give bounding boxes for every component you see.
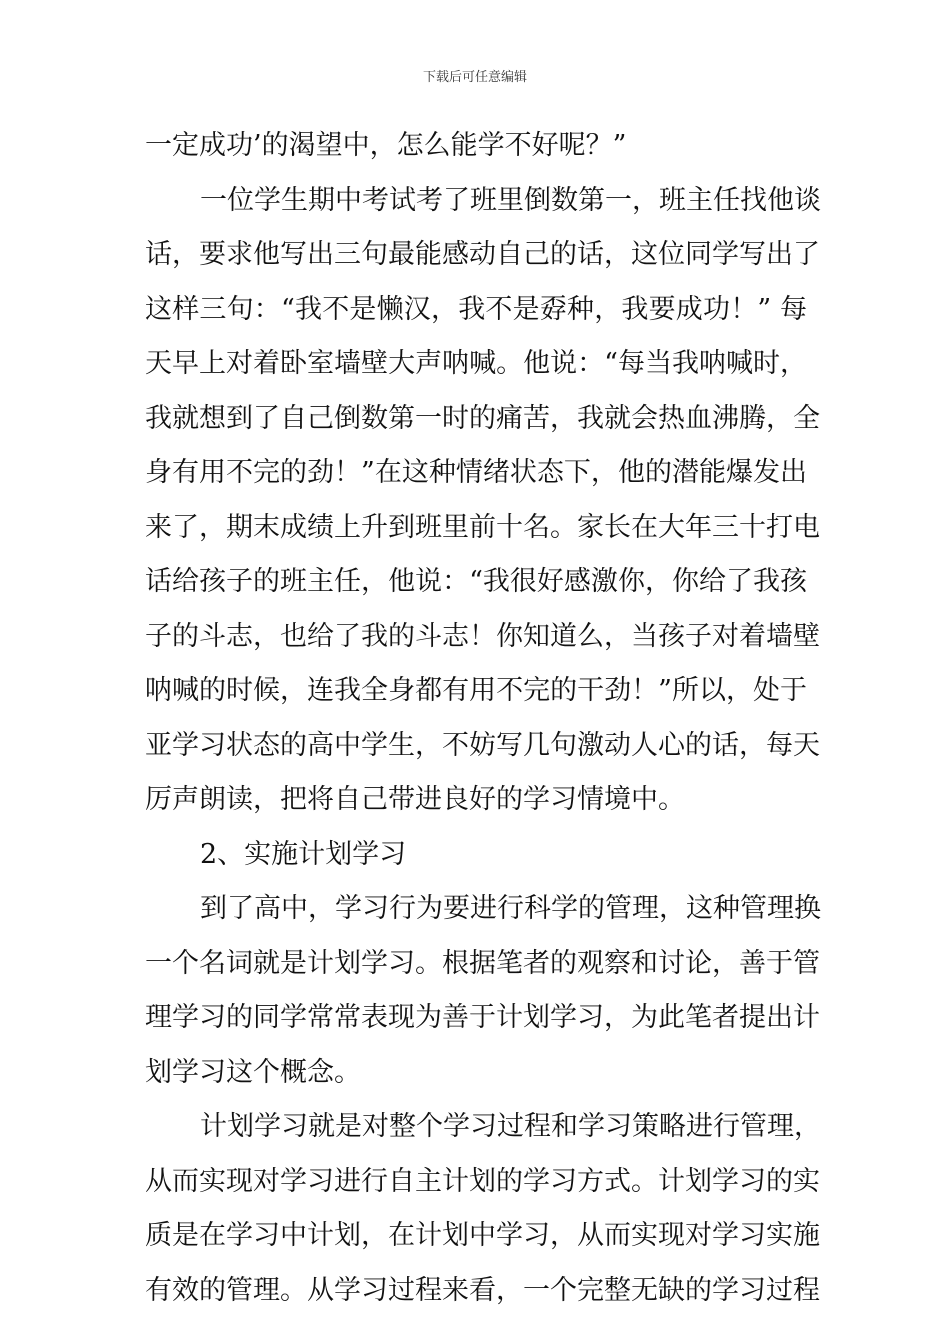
- text-line: 划学习这个概念。: [145, 1056, 361, 1088]
- text-line: 理学习的同学常常表现为善于计划学习，为此笔者提出计: [145, 1002, 820, 1033]
- text-line: 计划学习就是对整个学习过程和学习策略进行管理，: [200, 1111, 821, 1142]
- text-line: 一位学生期中考试考了班里倒数第一，班主任找他谈: [200, 184, 821, 216]
- text-line: 质是在学习中计划，在计划中学习，从而实现对学习实施: [145, 1220, 820, 1251]
- text-line: 一个名词就是计划学习。根据笔者的观察和讨论，善于管: [145, 947, 820, 979]
- text-line: 来了，期末成绩上升到班里前十名。家长在大年三十打电: [145, 511, 820, 543]
- text-line: 到了高中，学习行为要进行科学的管理，这种管理换: [200, 893, 821, 924]
- text-line: 一定成功’的渴望中，怎么能学不好呢？”: [145, 130, 627, 161]
- text-line: 厉声朗读，把将自己带进良好的学习情境中。: [145, 784, 685, 815]
- text-line: 子的斗志，也给了我的斗志！你知道么，当孩子对着墙壁: [145, 620, 820, 652]
- text-line: 天早上对着卧室墙壁大声呐喊。他说：“每当我呐喊时，: [145, 348, 807, 379]
- text-line: 呐喊的时候，连我全身都有用不完的干劲！”所以，处于: [145, 675, 807, 706]
- text-line: 我就想到了自己倒数第一时的痛苦，我就会热血沸腾，全: [145, 402, 820, 434]
- text-line: 话给孩子的班主任，他说：“我很好感激你，你给了我孩: [145, 566, 807, 597]
- document-body: [145, 128, 821, 1327]
- section-heading: 2、实施计划学习: [200, 838, 407, 870]
- text-line: 亚学习状态的高中学生，不妨写几句激动人心的话，每天: [145, 729, 820, 761]
- text-line: 从而实现对学习进行自主计划的学习方式。计划学习的实: [145, 1165, 820, 1197]
- text-line: 身有用不完的劲！”在这种情绪状态下，他的潜能爆发出: [145, 457, 807, 488]
- text-line: 这样三句：“我不是懒汉，我不是孬种，我要成功！” 每: [145, 293, 807, 325]
- page-header-note: 下载后可任意编辑: [422, 70, 527, 85]
- text-line: 话，要求他写出三句最能感动自己的话，这位同学写出了: [145, 239, 820, 270]
- text-line: 有效的管理。从学习过程来看，一个完整无缺的学习过程: [145, 1274, 820, 1306]
